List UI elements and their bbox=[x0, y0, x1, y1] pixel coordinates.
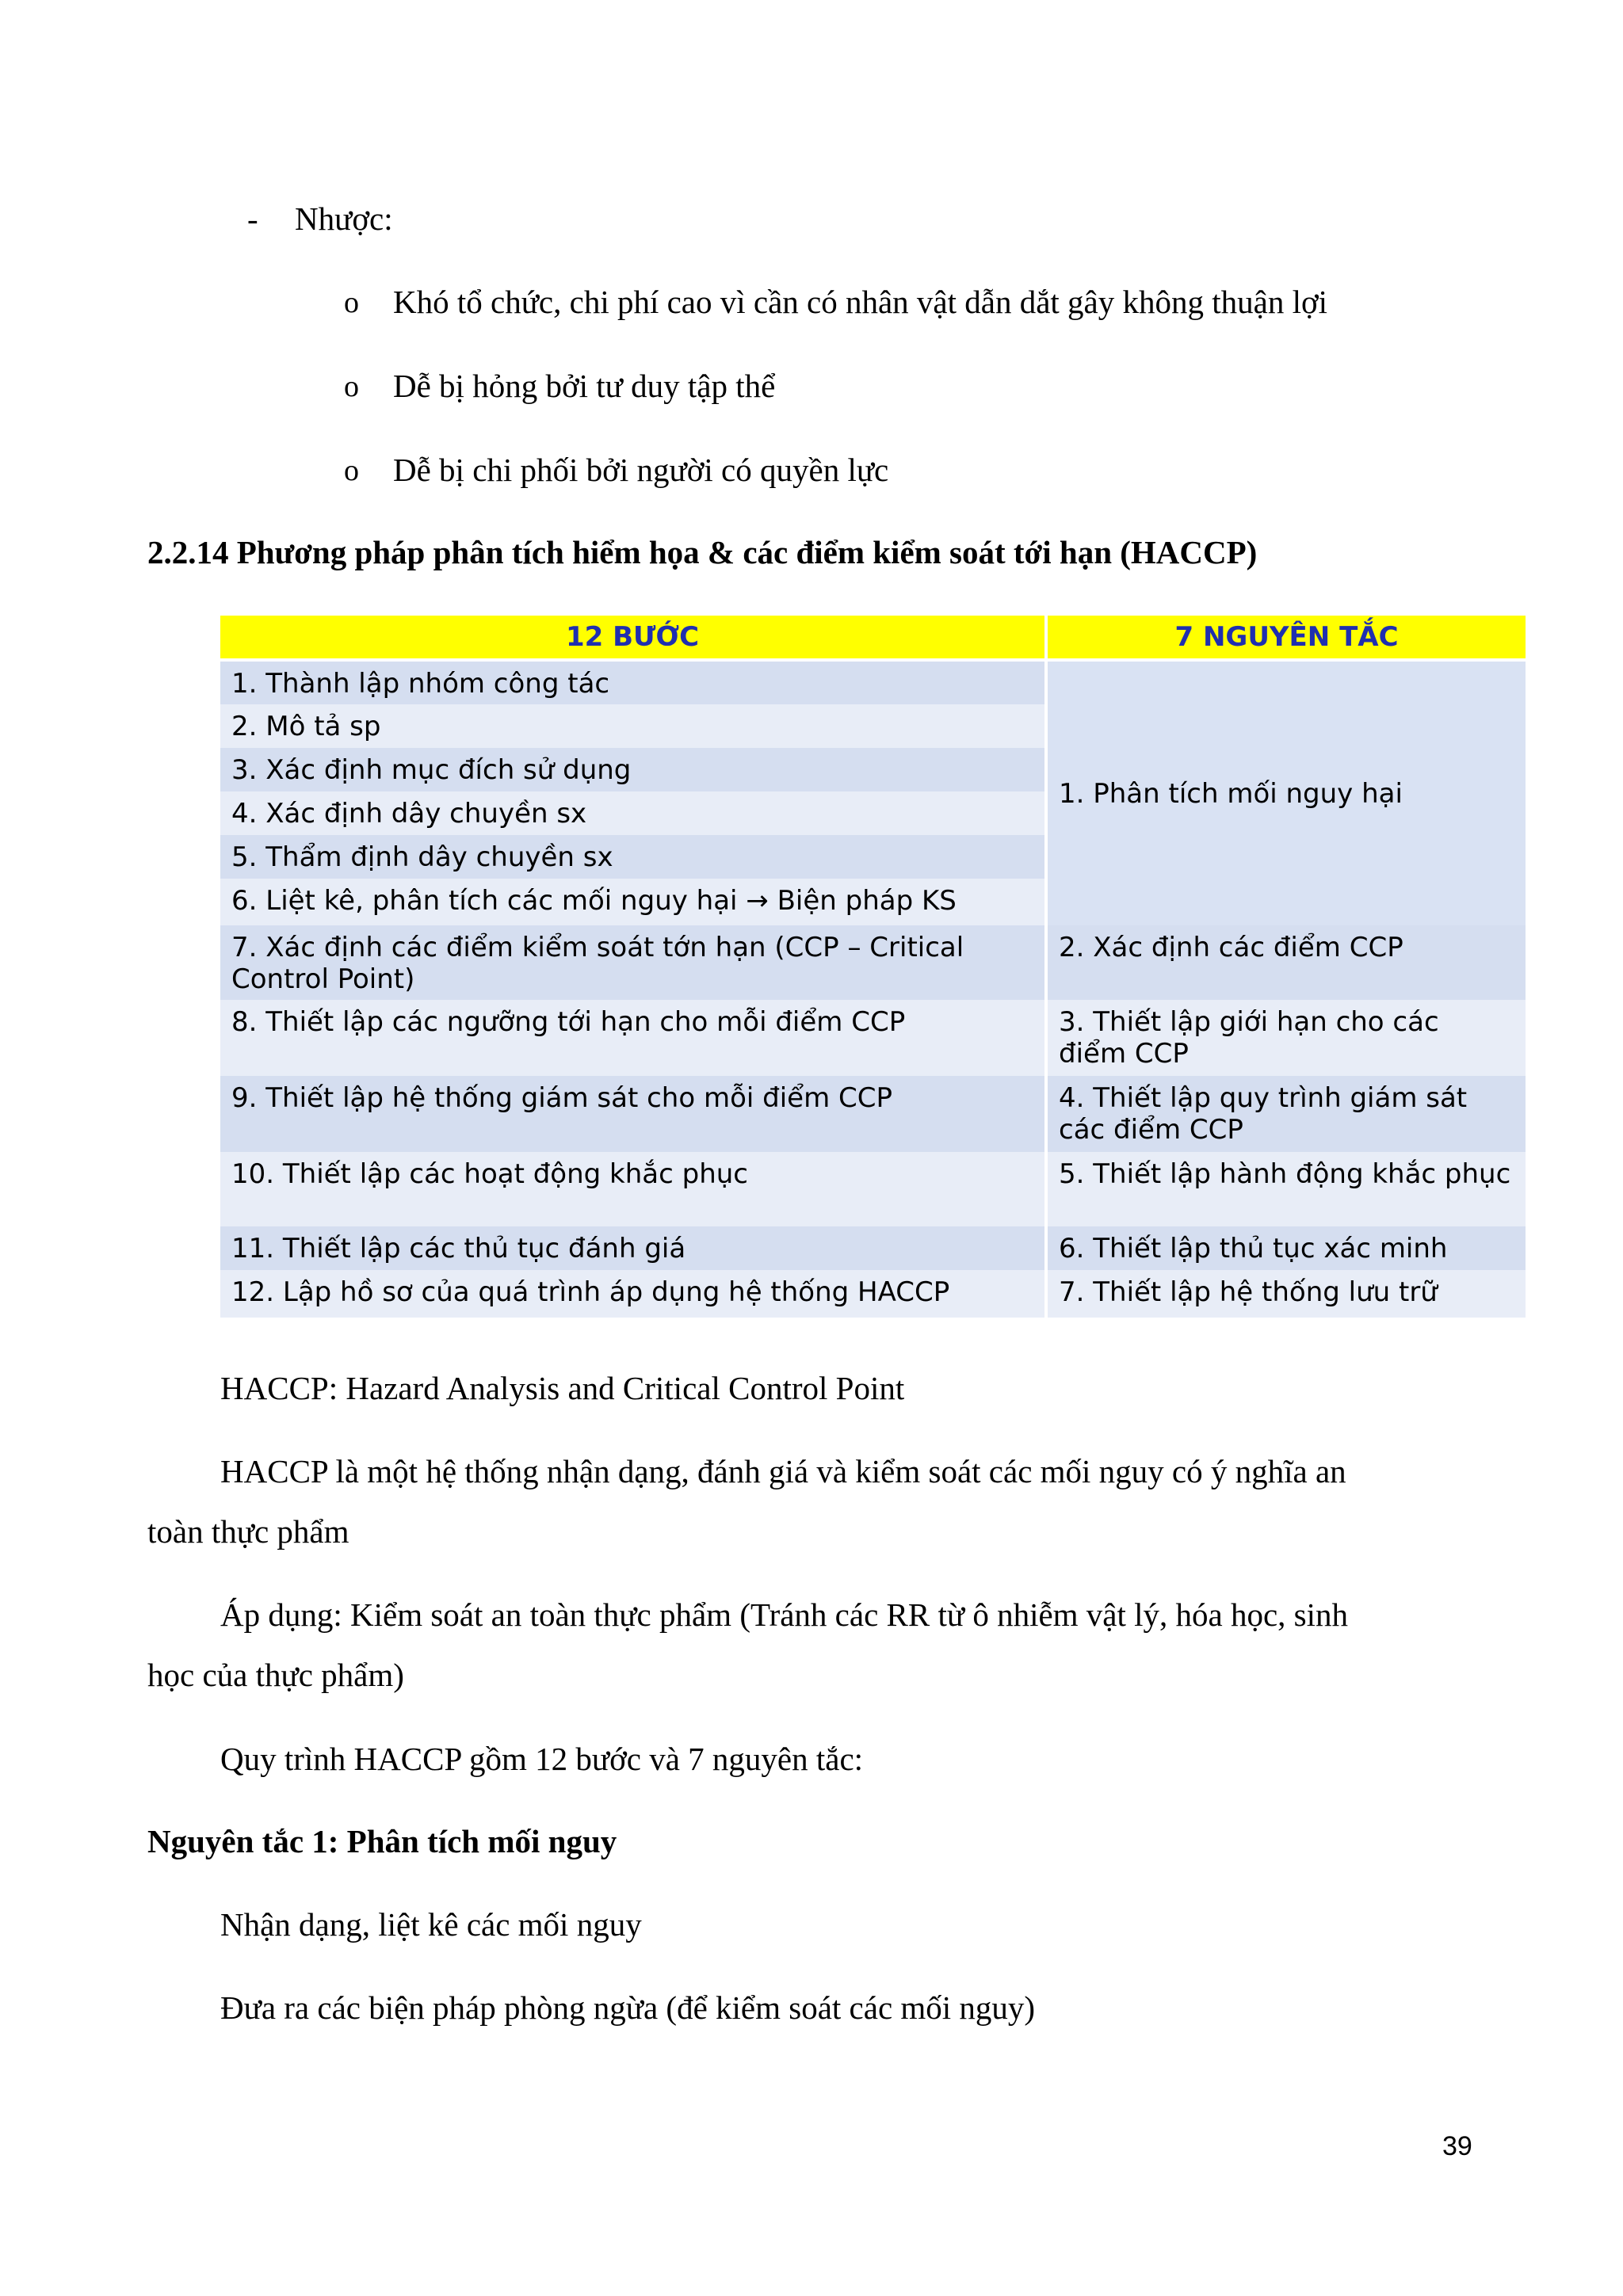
table-row-step: 11. Thiết lập các thủ tục đánh giá bbox=[220, 1226, 1044, 1270]
table-row-step: 2. Mô tả sp bbox=[220, 704, 1044, 748]
table-row-step: 9. Thiết lập hệ thống giám sát cho mỗi điểm CCP bbox=[220, 1076, 1044, 1152]
paragraph: toàn thực phẩm bbox=[147, 1513, 349, 1550]
table-row-step: 5. Thẩm định dây chuyền sx bbox=[220, 835, 1044, 879]
haccp-table bbox=[220, 616, 1526, 1318]
paragraph: Áp dụng: Kiểm soát an toàn thực phẩm (Tránh các RR từ ô nhiễm vật lý, hóa học, sinh bbox=[220, 1596, 1349, 1633]
principle-heading: Nguyên tắc 1: Phân tích mối nguy bbox=[147, 1823, 617, 1859]
paragraph: Đưa ra các biện pháp phòng ngừa (để kiểm soát các mối nguy) bbox=[220, 1989, 1036, 2026]
principle-text: 1. Phân tích mối nguy hại bbox=[1059, 777, 1403, 810]
cons-label: Nhược: bbox=[295, 200, 393, 237]
table-row-step: 12. Lập hồ sơ của quá trình áp dụng hệ thống HACCP bbox=[220, 1270, 1044, 1318]
cons-item: Dễ bị hỏng bởi tư duy tập thể bbox=[393, 368, 776, 404]
table-row-step: 4. Xác định dây chuyền sx bbox=[220, 791, 1044, 835]
table-row-principle: 2. Xác định các điểm CCP bbox=[1048, 925, 1526, 1000]
cons-item: Khó tổ chức, chi phí cao vì cần có nhân vật dẫn dắt gây không thuận lợi bbox=[393, 284, 1328, 320]
table-row-step: 3. Xác định mục đích sử dụng bbox=[220, 748, 1044, 791]
bullet-marker: o bbox=[344, 454, 359, 487]
paragraph: HACCP: Hazard Analysis and Critical Control Point bbox=[220, 1370, 905, 1406]
table-row-principle: 3. Thiết lập giới hạn cho các điểm CCP bbox=[1048, 1000, 1526, 1076]
table-row-step: 10. Thiết lập các hoạt động khắc phục bbox=[220, 1152, 1044, 1226]
table-row-step: 1. Thành lập nhóm công tác bbox=[220, 662, 1044, 704]
bullet-marker: o bbox=[344, 370, 359, 403]
cons-item: Dễ bị chi phối bởi người có quyền lực bbox=[393, 452, 889, 488]
paragraph: HACCP là một hệ thống nhận dạng, đánh giá và kiểm soát các mối nguy có ý nghĩa an bbox=[220, 1453, 1346, 1489]
table-row-principle: 4. Thiết lập quy trình giám sát các điểm CCP bbox=[1048, 1076, 1526, 1152]
table-row-principle: 7. Thiết lập hệ thống lưu trữ bbox=[1048, 1270, 1526, 1318]
bullet-marker: o bbox=[344, 286, 359, 319]
section-heading: 2.2.14 Phương pháp phân tích hiểm họa & các điểm kiểm soát tới hạn (HACCP) bbox=[147, 534, 1258, 570]
column-divider bbox=[1044, 616, 1048, 1318]
page-number: 39 bbox=[1442, 2131, 1472, 2161]
table-row-principle bbox=[1048, 662, 1526, 925]
paragraph: Nhận dạng, liệt kê các mối nguy bbox=[220, 1906, 642, 1943]
table-row-step: 8. Thiết lập các ngưỡng tới hạn cho mỗi điểm CCP bbox=[220, 1000, 1044, 1076]
table-row-step: 6. Liệt kê, phân tích các mối nguy hại → Biện pháp KS bbox=[220, 879, 1044, 925]
paragraph: học của thực phẩm) bbox=[147, 1657, 404, 1693]
table-row-principle: 5. Thiết lập hành động khắc phục bbox=[1048, 1152, 1526, 1226]
paragraph: Quy trình HACCP gồm 12 bước và 7 nguyên tắc: bbox=[220, 1741, 864, 1777]
list-dash: - bbox=[247, 200, 258, 237]
table-row-step: 7. Xác định các điểm kiểm soát tớn hạn (CCP – Critical Control Point) bbox=[220, 925, 1044, 1000]
table-header-principles: 7 NGUYÊN TẮC bbox=[1048, 616, 1526, 658]
table-header-steps: 12 BƯỚC bbox=[220, 616, 1044, 658]
table-row-principle: 6. Thiết lập thủ tục xác minh bbox=[1048, 1226, 1526, 1270]
